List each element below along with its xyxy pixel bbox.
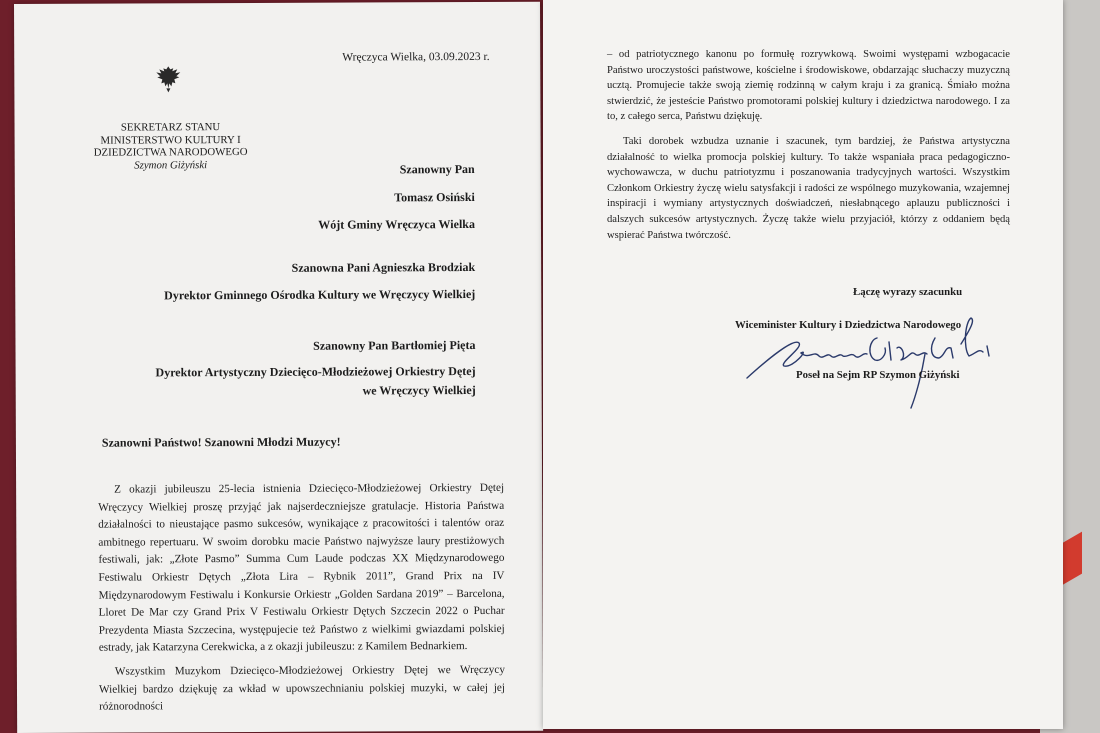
addressee-c-title: Dyrektor Artystyczny Dziecięco-Młodzieżowej Orkiestry Dętej [155, 363, 476, 380]
polish-eagle-icon [153, 63, 183, 95]
addressee-a-salutation: Szanowny Pan [399, 161, 475, 177]
addressee-a-title: Wójt Gminy Wręczyca Wielka [318, 216, 475, 232]
body-paragraph: Wszystkim Muzykom Dziecięco-Młodzieżowej Orkiestry Dętej we Wręczycy Wielkiej bardzo dziękuję za wkład w upowszechnianiu polskiej muzyki, w całej jej różnorodności [98, 663, 506, 713]
addressee-a-name: Tomasz Osiński [394, 189, 475, 205]
letter-body-right [607, 47, 1010, 243]
addressee-c-title-cont: we Wręczycy Wielkiej [362, 382, 476, 398]
letter-greeting: Szanowni Państwo! Szanowni Młodzi Muzycy! [101, 434, 341, 450]
body-paragraph: Z okazji jubileuszu 25-lecia istnienia Dziecięco-Młodzieżowej Orkiestry Dętej Wręczycy Wielkiej proszę przyjąć jak najserdeczniejsze gratulacje. Historia Państwa działalności to nieustające pasmo sukcesów, wynikające z pracowitości i talentów oraz ambitnego repertuaru. W swoim dorobku macie Państwo najwyższe laury prestiżowych festiwali, jak: „Złote Pasmo” Summa Cum Laude podczas XX Międzynarodowego Festiwalu Orkiestr Dętych „Złota Lira – Rybnik 2011”, Grand Prix na IV Międzynarodowym Festiwalu i Konkursie Orkiestr „Golden Sardana 2019” – Barcelona, Lloret De Mar czy Grand Prix V Festiwalu Orkiestr Dętych Szczecin 2022 o Puchar Prezydenta Miasta Szczecina, występujecie też Państwo z wielkimi gwiazdami polskiej estrady, jak Katarzyna Cerekwicka, a z okazji jubileuszu: z Kamilem Bednarkiem. [98, 481, 505, 654]
sender-name: Szymon Giżyński [134, 158, 208, 171]
letter-page-right [543, 0, 1063, 729]
sender-line-1: SEKRETARZ STANU [120, 121, 221, 134]
addressee-c-name: Szanowny Pan Bartłomiej Pięta [313, 337, 476, 353]
addressee-b-title: Dyrektor Gminnego Ośrodka Kultury we Wręczycy Wielkiej [164, 286, 476, 303]
signer-name: Poseł na Sejm RP Szymon Giżyński [796, 369, 960, 381]
signer-title: Wiceminister Kultury i Dziedzictwa Narodowego [735, 319, 962, 331]
sender-line-2: MINISTERSTWO KULTURY I [100, 133, 241, 147]
letter-page-left [14, 2, 543, 733]
letter-date: Wręczyca Wielka, 03.09.2023 r. [342, 50, 490, 64]
letter-closing: Łączę wyrazy szacunku [853, 286, 963, 298]
addressee-b-name: Szanowna Pani Agnieszka Brodziak [291, 259, 476, 275]
sender-block [81, 121, 261, 172]
body-paragraph: – od patriotycznego kanonu po formułę rozrywkową. Swoimi występami wzbogacacie Państwo uroczystości państwowe, kościelne i środowiskowe, obdarzając słuchaczy muzyczną ucztą. Promujecie także swoją ziemię rodzinną w całym kraju i za granicą. Śmiało można stwierdzić, że jesteście Państwo promotorami polskiej kultury i dziedzictwa narodowego. I za to, z całego serca, Państwu dziękuję. [607, 49, 1010, 123]
body-paragraph: Taki dorobek wzbudza uznanie i szacunek, tym bardziej, że Państwa artystyczna działalność to wielka promocja polskiej kultury. To także wspaniała praca pedagogiczno-wychowawcza, w duchu patriotyzmu i poszanowania tradycyjnych wartości. Wszystkim Członkom Orkiestry życzę wielu satysfakcji i radości ze wspólnego muzykowania, wzajemnej inspiracji i wymiany artystycznych doświadczeń, niesłabnącego aplauzu publiczności i dalszych sukcesów artystycznych. Życzę także wielu przyjaciół, którzy z oddaniem będą wspierać Państwa twórczość. [607, 135, 1010, 241]
sender-line-3: DZIEDZICTWA NARODOWEGO [93, 145, 248, 159]
handwritten-signature [739, 308, 999, 418]
letter-body-left [98, 480, 505, 716]
